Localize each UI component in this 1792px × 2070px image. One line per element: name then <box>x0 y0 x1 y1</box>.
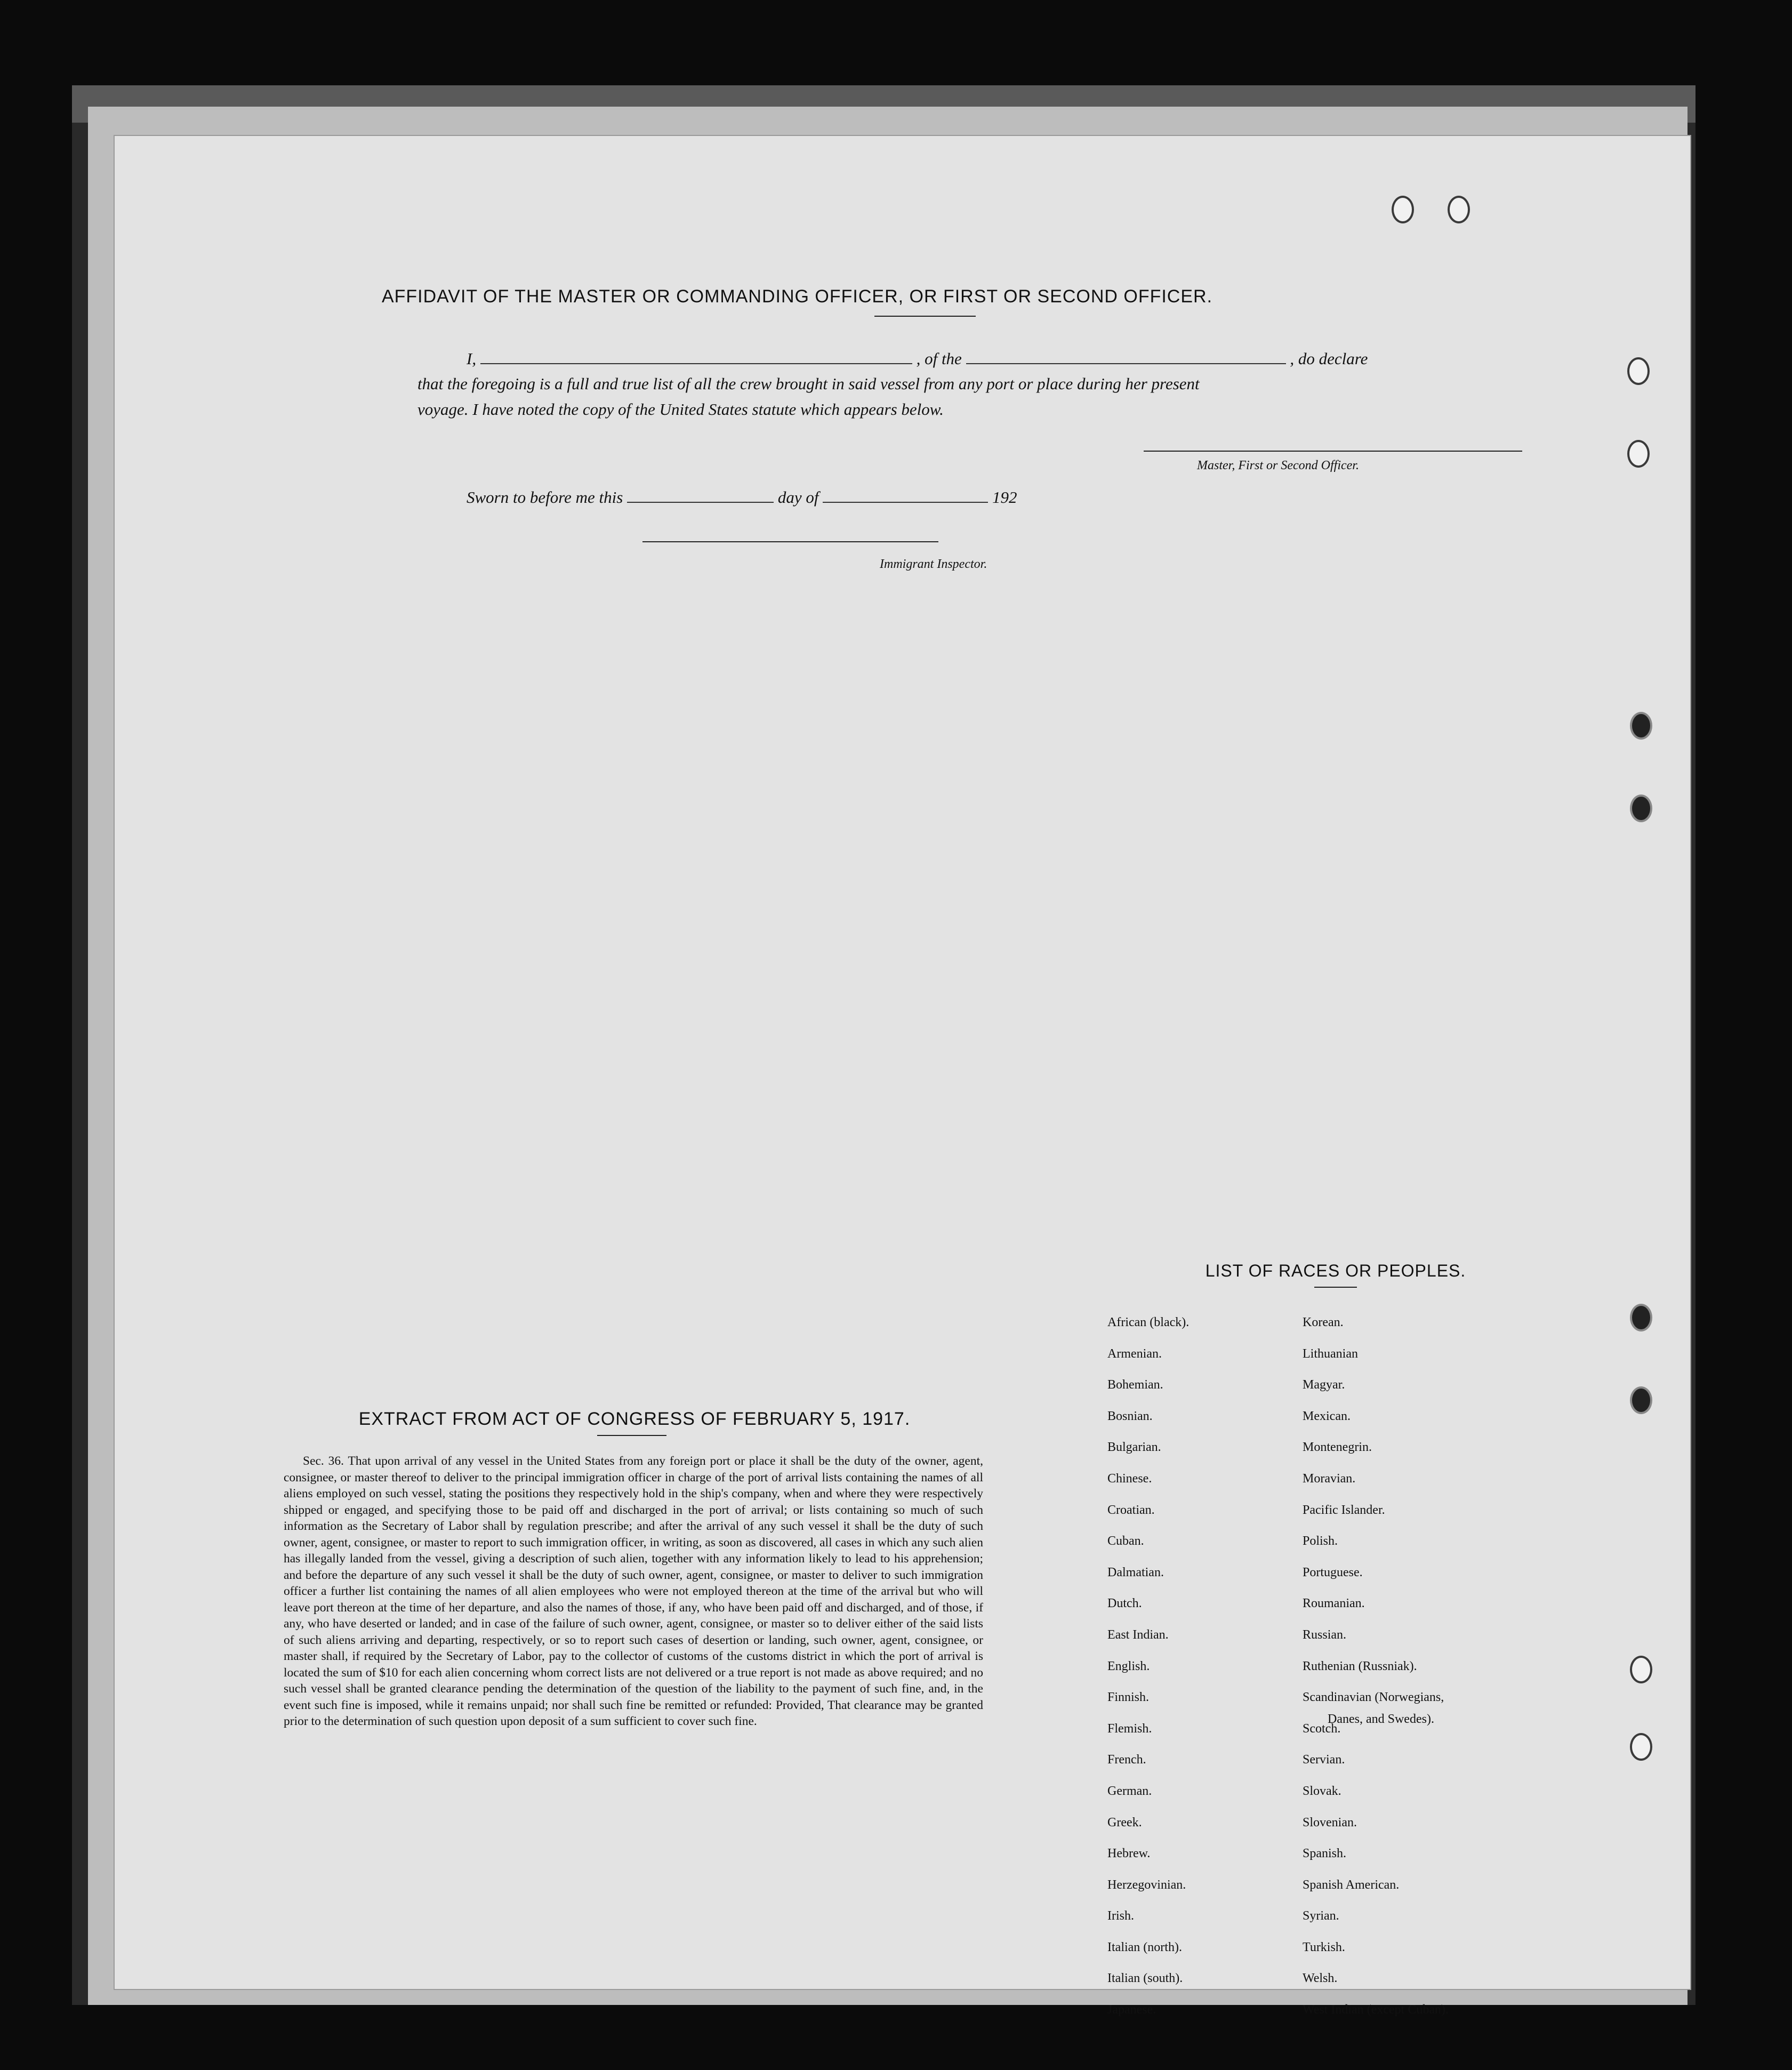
race-item: African (black). <box>1107 1315 1190 1329</box>
race-item: Chinese. <box>1107 1471 1152 1486</box>
affidavit-line-2: that the foregoing is a full and true list of all the crew brought in said vessel from any port or place during her present <box>417 374 1200 393</box>
race-item: Russian. <box>1303 1627 1347 1642</box>
document-page <box>115 136 1690 2017</box>
sworn-month-field[interactable] <box>823 502 988 503</box>
race-item: Syrian. <box>1303 1909 1339 1923</box>
race-item: Servian. <box>1303 1753 1345 1767</box>
sworn-line <box>467 488 1017 507</box>
race-item: Moravian. <box>1303 1471 1356 1486</box>
race-item: Italian (north). <box>1107 1940 1182 1954</box>
inspector-signature-line[interactable] <box>642 541 938 542</box>
punch-hole-icon <box>1630 712 1652 740</box>
race-item: Spanish. <box>1303 1847 1347 1861</box>
punch-hole-icon <box>1630 1304 1652 1331</box>
punch-hole-icon <box>1627 357 1650 385</box>
race-item: Bosnian. <box>1107 1409 1153 1423</box>
race-item: Slovenian. <box>1303 1815 1357 1830</box>
race-item: Dalmatian. <box>1107 1565 1164 1579</box>
race-item: Welsh. <box>1303 1971 1338 1986</box>
races-title-underline <box>1314 1287 1357 1288</box>
race-item: Ruthenian (Russniak). <box>1303 1659 1417 1673</box>
race-item: German. <box>1107 1784 1152 1798</box>
sworn-text: Sworn to before me this <box>467 488 623 507</box>
race-item: Spanish American. <box>1303 1878 1400 1892</box>
race-item: Montenegrin. <box>1303 1440 1372 1455</box>
race-item: Turkish. <box>1303 1940 1345 1954</box>
race-item: Armenian. <box>1107 1346 1162 1361</box>
race-item: Bohemian. <box>1107 1378 1163 1392</box>
punch-hole-icon <box>1630 1733 1652 1761</box>
race-item: Cuban. <box>1107 1534 1144 1549</box>
inspector-label: Immigrant Inspector. <box>880 557 987 571</box>
race-item: French. <box>1107 1753 1146 1767</box>
affidavit-declaration-line <box>467 349 1368 368</box>
race-item: Slovak. <box>1303 1784 1341 1798</box>
race-item: Roumanian. <box>1303 1596 1365 1611</box>
punch-hole-icon <box>1392 196 1414 223</box>
affidavit-i: I, <box>467 349 477 368</box>
race-item: Croatian. <box>1107 1503 1155 1517</box>
officer-name-field[interactable] <box>480 363 912 364</box>
sworn-day-field[interactable] <box>627 502 774 503</box>
race-item: Dutch. <box>1107 1596 1142 1611</box>
race-item: Pacific Islander. <box>1303 1503 1385 1517</box>
race-item: Finnish. <box>1107 1690 1150 1705</box>
race-item: Japanese. <box>1107 2003 1156 2017</box>
affidavit-title: AFFIDAVIT OF THE MASTER OR COMMANDING OFFICER, OR FIRST OR SECOND OFFICER. <box>381 286 1213 307</box>
punch-hole-icon <box>1448 196 1470 223</box>
affidavit-declare: , do declare <box>1290 349 1368 368</box>
race-item: Portuguese. <box>1303 1565 1363 1579</box>
day-of-text: day of <box>777 488 819 507</box>
signature-label: Master, First or Second Officer. <box>1197 459 1359 472</box>
title-underline <box>874 316 976 317</box>
year-text: 192 <box>992 488 1017 507</box>
race-item: Lithuanian <box>1303 1346 1358 1361</box>
race-item: Polish. <box>1303 1534 1338 1549</box>
extract-title: EXTRACT FROM ACT OF CONGRESS OF FEBRUARY 5, 1917. <box>358 1409 911 1429</box>
race-item: Italian (south). <box>1107 1971 1183 1986</box>
races-right-column <box>1303 1314 1449 2033</box>
race-item: Greek. <box>1107 1815 1142 1830</box>
signature-line[interactable] <box>1144 451 1522 452</box>
affidavit-of-the: , of the <box>916 349 962 368</box>
race-item: Mexican. <box>1303 1409 1351 1423</box>
vessel-name-field[interactable] <box>966 363 1286 364</box>
race-item: Flemish. <box>1107 1721 1152 1736</box>
races-left-column <box>1107 1314 1189 2033</box>
punch-hole-icon <box>1627 440 1650 468</box>
race-item: Bulgarian. <box>1107 1440 1161 1455</box>
punch-hole-icon <box>1630 1386 1652 1414</box>
race-item-continuation: Danes, and Swedes). <box>1328 1712 1434 1726</box>
races-title: LIST OF RACES OR PEOPLES. <box>1205 1261 1466 1280</box>
race-item: Korean. <box>1303 1315 1344 1329</box>
race-item: English. <box>1107 1659 1150 1673</box>
race-item: Scotch. <box>1303 1721 1341 1736</box>
affidavit-line-3: voyage. I have noted the copy of the United States statute which appears below. <box>417 400 944 419</box>
race-item: West Indian (except Cuban). <box>1303 2003 1449 2017</box>
punch-hole-icon <box>1630 1656 1652 1683</box>
race-item: Irish. <box>1107 1909 1134 1923</box>
race-item: Magyar. <box>1303 1378 1345 1392</box>
punch-hole-icon <box>1630 795 1652 822</box>
race-item: East Indian. <box>1107 1627 1169 1642</box>
race-item: Herzegovinian. <box>1107 1878 1186 1892</box>
race-item: Scandinavian (Norwegians, <box>1303 1690 1444 1705</box>
extract-title-underline <box>597 1435 666 1436</box>
extract-body: Sec. 36. That upon arrival of any vessel in the United States from any foreign port or place it shall be the duty of the owner, agent, consignee, or master thereof to deliver to the principal immigration officer in charge of the port of arrival lists containing the names of all aliens employed on such vessel, stating the positions they respectively hold in the ship's company, when and where they were respectively shipped or engaged, and specifying those to be paid off and discharged in the port of arrival; or lists containing so much of such information as the Secretary of Labor shall by regulation prescribe; and after the arrival of any such vessel it shall be the duty of such owner, agent, consignee, or master to report to such immigration officer, in writing, as soon as discovered, all cases in which any such alien has illegally landed from the vessel, giving a description of such alien, together with any information likely to lead to his apprehension; and before the departure of any such vessel it shall be the duty of such owner, agent, consignee, or master to deliver to such immigration officer a further list containing the names of all alien employees who were not employed thereon at the time of the arrival but who will leave port thereon at the time of her departure, and also the names of those, if any, who have been paid off and discharged, and of those, if any, who have deserted or landed; and in case of the failure of such owner, agent, consignee, or master so to deliver either of the said lists of such aliens arriving and departing, respectively, or so to report such cases of desertion or landing, such owner, agent, consignee, or master shall, if required by the Secretary of Labor, pay to the collector of customs of the customs district in which the port of arrival is located the sum of $10 for each alien concerning whom correct lists are not delivered or a true report is not made as above required; and no such vessel shall be granted clearance pending the determination of the question of the liability to the payment of such fine, and, in the event such fine is imposed, while it remains unpaid; nor shall such fine be remitted or refunded: Provided, That clearance may be granted prior to the determination of such question upon deposit of a sum sufficient to cover such fine. <box>284 1454 983 1728</box>
race-item: Hebrew. <box>1107 1847 1151 1861</box>
